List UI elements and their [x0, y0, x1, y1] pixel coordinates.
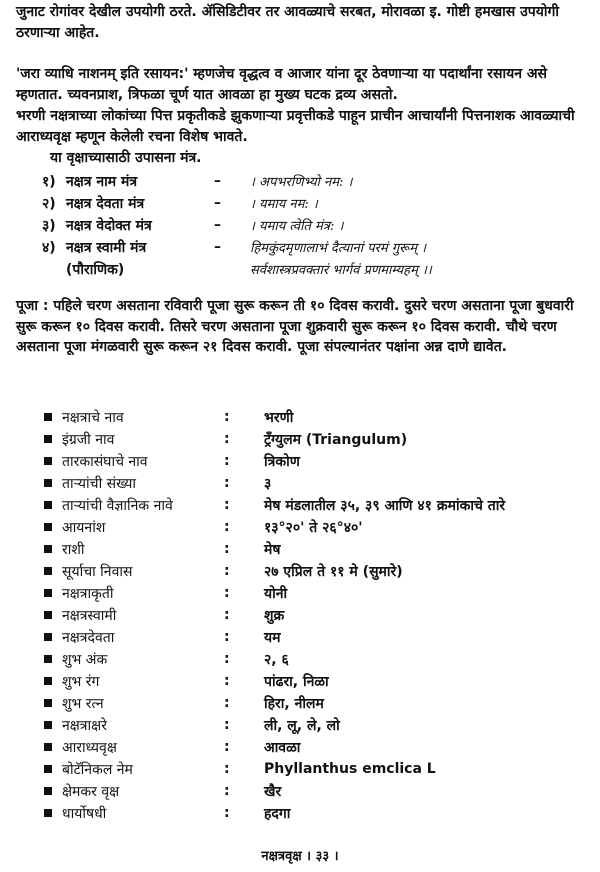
fact-colon: : [224, 585, 230, 601]
fact-row [44, 670, 584, 692]
fact-colon: : [224, 519, 230, 535]
fact-colon: : [224, 695, 230, 711]
square-bullet-icon [44, 765, 52, 773]
fact-colon: : [224, 739, 230, 755]
square-bullet-icon [44, 457, 52, 465]
fact-row [44, 626, 584, 648]
fact-row [44, 516, 584, 538]
fact-row [44, 494, 584, 516]
mantra-row [42, 214, 582, 236]
fact-value: आवळा [264, 739, 301, 756]
square-bullet-icon [44, 413, 52, 421]
fact-row [44, 780, 584, 802]
fact-row [44, 406, 584, 428]
square-bullet-icon [44, 743, 52, 751]
fact-value: ३ [264, 475, 272, 492]
fact-label: राशी [62, 541, 85, 558]
fact-colon: : [224, 783, 230, 799]
fact-row [44, 560, 584, 582]
mantra-text: । अपभरणिभ्यो नम: । [250, 175, 353, 190]
fact-label: धार्योषधी [62, 805, 107, 822]
rasayan-quote-paragraph: 'जरा व्याधि नाशनम् इति रसायन:' म्हणजेच वृद्धत्व व आजार यांना दूर ठेवणाऱ्या या पदार्थांना रसायन असे म्हणतात. च्यवनप्राश, त्रिफळा चूर्ण यात आवळा हा मुख्य घटक द्रव्य असतो. [16, 66, 548, 103]
mantra-dash: – [214, 195, 221, 211]
fact-value: मेष [264, 541, 281, 558]
fact-colon: : [224, 541, 230, 557]
mantra-name: नक्षत्र स्वामी मंत्र [66, 239, 147, 256]
fact-row [44, 692, 584, 714]
square-bullet-icon [44, 589, 52, 597]
mantra-text: हिमकुंदमृणालाभं दैत्यानां परमं गुरूम् । [250, 241, 427, 256]
mantra-intro-line: या वृक्षाच्यासाठी उपासना मंत्र. [50, 150, 202, 166]
fact-colon: : [224, 761, 230, 777]
fact-value: हदगा [264, 805, 291, 822]
fact-label: सूर्याचा निवास [62, 563, 133, 580]
fact-colon: : [224, 453, 230, 469]
square-bullet-icon [44, 479, 52, 487]
fact-colon: : [224, 717, 230, 733]
square-bullet-icon [44, 787, 52, 795]
fact-label: शुभ रत्न [62, 695, 104, 712]
square-bullet-icon [44, 567, 52, 575]
square-bullet-icon [44, 633, 52, 641]
fact-label: ताऱ्यांची संख्या [62, 475, 137, 492]
fact-value: ली, लू, ले, लो [264, 717, 340, 734]
square-bullet-icon [44, 699, 52, 707]
fact-value: २, ६ [264, 651, 289, 668]
mantra-name: नक्षत्र वेदोक्त मंत्र [66, 217, 152, 234]
mantra-row [42, 192, 582, 214]
fact-label: तारकासंघाचे नाव [62, 453, 148, 470]
fact-label: नक्षत्राचे नाव [62, 409, 124, 426]
fact-row [44, 758, 584, 780]
mantra-number: १) [42, 173, 56, 190]
fact-colon: : [224, 431, 230, 447]
fact-row [44, 736, 584, 758]
mantra-name: नक्षत्र देवता मंत्र [66, 195, 145, 212]
fact-label: शुभ रंग [62, 673, 100, 690]
fact-colon: : [224, 651, 230, 667]
fact-value: १३°२०' ते २६°४०' [264, 519, 363, 536]
mantra-row [42, 236, 582, 258]
mantra-dash: – [214, 217, 221, 233]
mantra-row [42, 170, 582, 192]
mantra-name: नक्षत्र नाम मंत्र [66, 173, 138, 190]
mantra-text: । यमाय नम: । [250, 197, 318, 212]
square-bullet-icon [44, 523, 52, 531]
fact-label: नक्षत्राकृती [62, 585, 114, 602]
square-bullet-icon [44, 655, 52, 663]
fact-colon: : [224, 497, 230, 513]
square-bullet-icon [44, 501, 52, 509]
fact-value: खैर [264, 783, 282, 800]
square-bullet-icon [44, 809, 52, 817]
fact-value: शुक्र [264, 607, 285, 624]
puja-paragraph: पूजा : पहिले चरण असताना रविवारी पूजा सुरू करून ती १० दिवस करावी. दुसरे चरण असताना पूजा बुधवारी सुरू करून १० दिवस करावी. तिसरे चरण असताना पूजा शुक्रवारी सुरू करून १० दिवस करावी. चौथे चरण असताना पूजा मंगळवारी सुरू करून २१ दिवस करावी. पूजा संपल्यानंतर पक्षांना अन्न दाणे द्यावेत. [16, 298, 574, 355]
mantra-list [42, 170, 582, 280]
intro-paragraph: जुनाट रोगांवर देखील उपयोगी ठरते. ॲसिडिटीवर तर आवळ्याचे सरबत, मोरावळा इ. गोष्टी हमखास उपयोगी ठरणाऱ्या आहेत. [16, 4, 560, 41]
fact-value: हिरा, नीलम [264, 695, 324, 712]
fact-label: नक्षत्राक्षरे [62, 717, 107, 734]
mantra-text: सर्वशास्त्रप्रवक्तारं भार्गवं प्रणमाम्यहम् ।। [250, 263, 432, 278]
mantra-name: (पौराणिक) [66, 261, 125, 278]
square-bullet-icon [44, 721, 52, 729]
square-bullet-icon [44, 435, 52, 443]
fact-value: मेष मंडलातील ३५, ३९ आणि ४१ क्रमांकाचे तारे [264, 497, 506, 514]
fact-label: ताऱ्यांची वैज्ञानिक नावे [62, 497, 173, 514]
fact-value: त्रिकोण [264, 453, 300, 470]
square-bullet-icon [44, 611, 52, 619]
fact-label: आराध्यवृक्ष [62, 739, 117, 756]
bharani-paragraph: भरणी नक्षत्राच्या लोकांच्या पित्त प्रकृतीकडे झुकणाऱ्या प्रवृत्तीकडे पाहून प्राचीन आचार्यांनी पित्तनाशक आवळ्याची आराध्यवृक्ष म्हणून केलेली रचना विशेष भावते. [16, 108, 575, 145]
fact-row [44, 428, 584, 450]
fact-label: शुभ अंक [62, 651, 108, 668]
fact-colon: : [224, 805, 230, 821]
mantra-row [42, 258, 582, 280]
fact-label: इंग्रजी नाव [62, 431, 115, 448]
fact-row [44, 802, 584, 824]
fact-row [44, 538, 584, 560]
fact-row [44, 648, 584, 670]
fact-value: यम [264, 629, 281, 646]
mantra-dash: – [214, 239, 221, 255]
fact-label: आयनांश [62, 519, 106, 536]
mantra-text: । यमाय त्वेति मंत्र: । [250, 219, 344, 234]
fact-colon: : [224, 673, 230, 689]
page-footer: नक्षत्रवृक्ष । ३३ । [261, 849, 339, 864]
square-bullet-icon [44, 677, 52, 685]
fact-label: बोटॅनिकल नेम [62, 761, 133, 778]
fact-colon: : [224, 563, 230, 579]
fact-value: २७ एप्रिल ते ११ मे (सुमारे) [264, 563, 403, 580]
fact-value: भरणी [264, 409, 294, 426]
mantra-number: २) [42, 195, 56, 212]
mantra-number: ३) [42, 217, 56, 234]
fact-value: Phyllanthus emclica L [264, 761, 436, 777]
fact-colon: : [224, 607, 230, 623]
mantra-number: ४) [42, 239, 56, 256]
fact-row [44, 472, 584, 494]
fact-label: नक्षत्रस्वामी [62, 607, 117, 624]
fact-label: क्षेमकर वृक्ष [62, 783, 120, 800]
fact-row [44, 450, 584, 472]
nakshatra-facts-list [44, 406, 584, 824]
fact-colon: : [224, 475, 230, 491]
fact-value: ट्रँग्युलम (Triangulum) [264, 431, 408, 448]
mantra-dash: – [214, 173, 221, 189]
fact-row [44, 604, 584, 626]
fact-label: नक्षत्रदेवता [62, 629, 115, 646]
fact-colon: : [224, 409, 230, 425]
fact-value: पांढरा, निळा [264, 673, 329, 690]
fact-value: योनी [264, 585, 288, 602]
fact-row [44, 582, 584, 604]
fact-row [44, 714, 584, 736]
square-bullet-icon [44, 545, 52, 553]
fact-colon: : [224, 629, 230, 645]
